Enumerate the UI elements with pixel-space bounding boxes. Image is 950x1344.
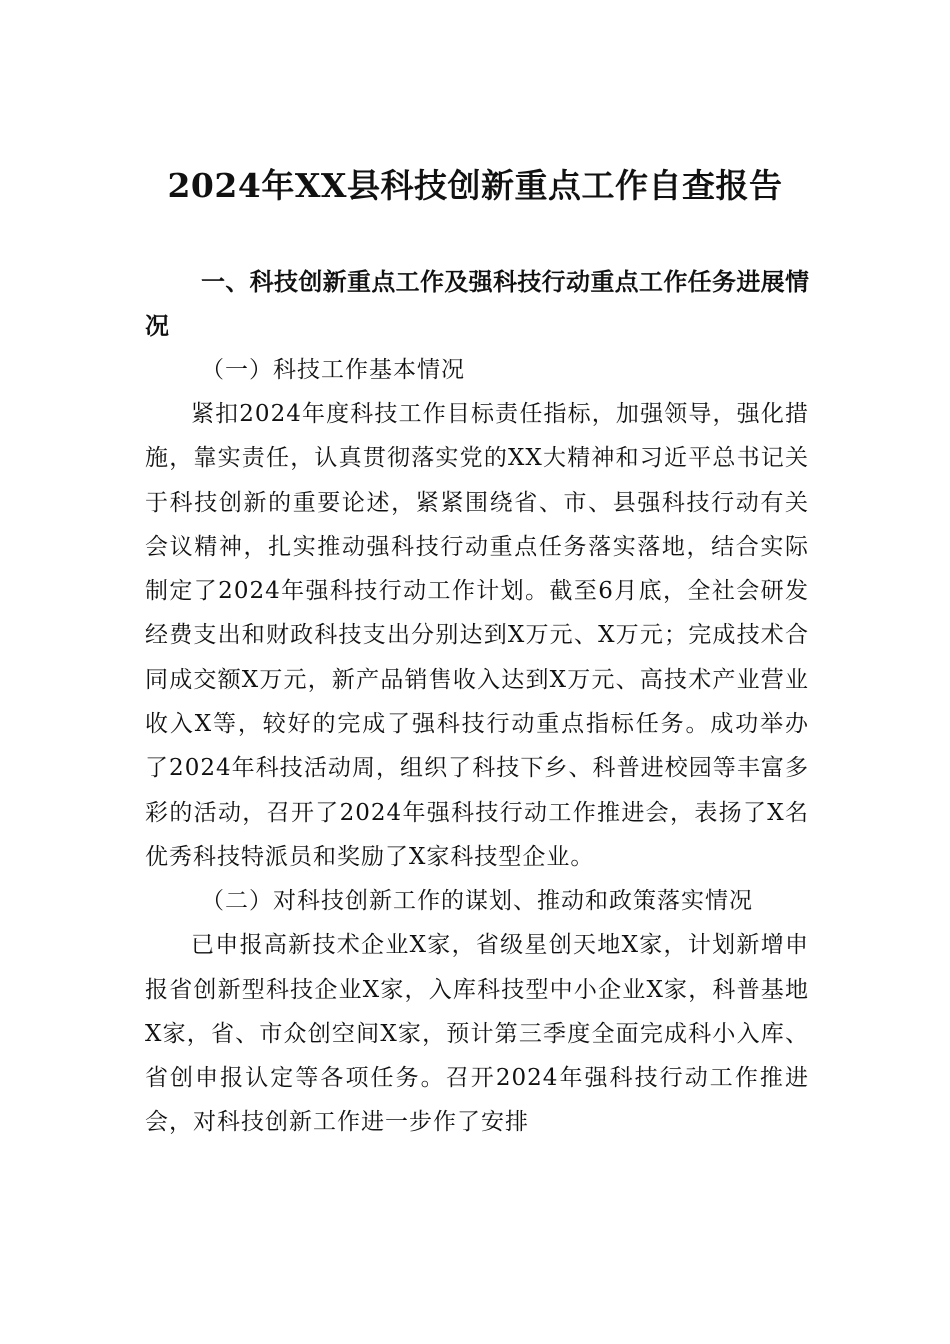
subsection-heading-1: （一）科技工作基本情况: [201, 357, 465, 383]
subsection-paragraph-1: 紧扣2024年度科技工作目标责任指标，加强领导，强化措施，靠实责任，认真贯彻落实党的XX大精神和习近平总书记关于科技创新的重要论述，紧紧围绕省、市、县强科技行动有关会议精神，扎实推动强科技行动重点任务落实落地，结合实际制定了2024年强科技行动工作计划。截至6月底，全社会研发经费支出和财政科技支出分别达到X万元、X万元；完成技术合同成交额X万元，新产品销售收入达到X万元、高技术产业营业收入X等，较好的完成了强科技行动重点指标任务。成功举办了2024年科技活动周，组织了科技下乡、科普进校园等丰富多彩的活动，召开了2024年强科技行动工作推进会，表扬了X名优秀科技特派员和奖励了X家科技型企业。: [145, 401, 809, 870]
subsection-paragraph-2: 已申报高新技术企业X家，省级星创天地X家，计划新增申报省创新型科技企业X家，入库科技型中小企业X家，科普基地X家，省、市众创空间X家，预计第三季度全面完成科小入库、省创申报认定等各项任务。召开2024年强科技行动工作推进会，对科技创新工作进一步作了安排: [145, 932, 809, 1136]
subsection-heading-2: （二）对科技创新工作的谋划、推动和政策落实情况: [201, 888, 753, 915]
document-title: 2024年XX县科技创新重点工作自查报告: [167, 166, 783, 205]
document-body: [145, 260, 809, 1145]
section-heading-1: 一、科技创新重点工作及强科技行动重点工作任务进展情况: [145, 268, 809, 340]
